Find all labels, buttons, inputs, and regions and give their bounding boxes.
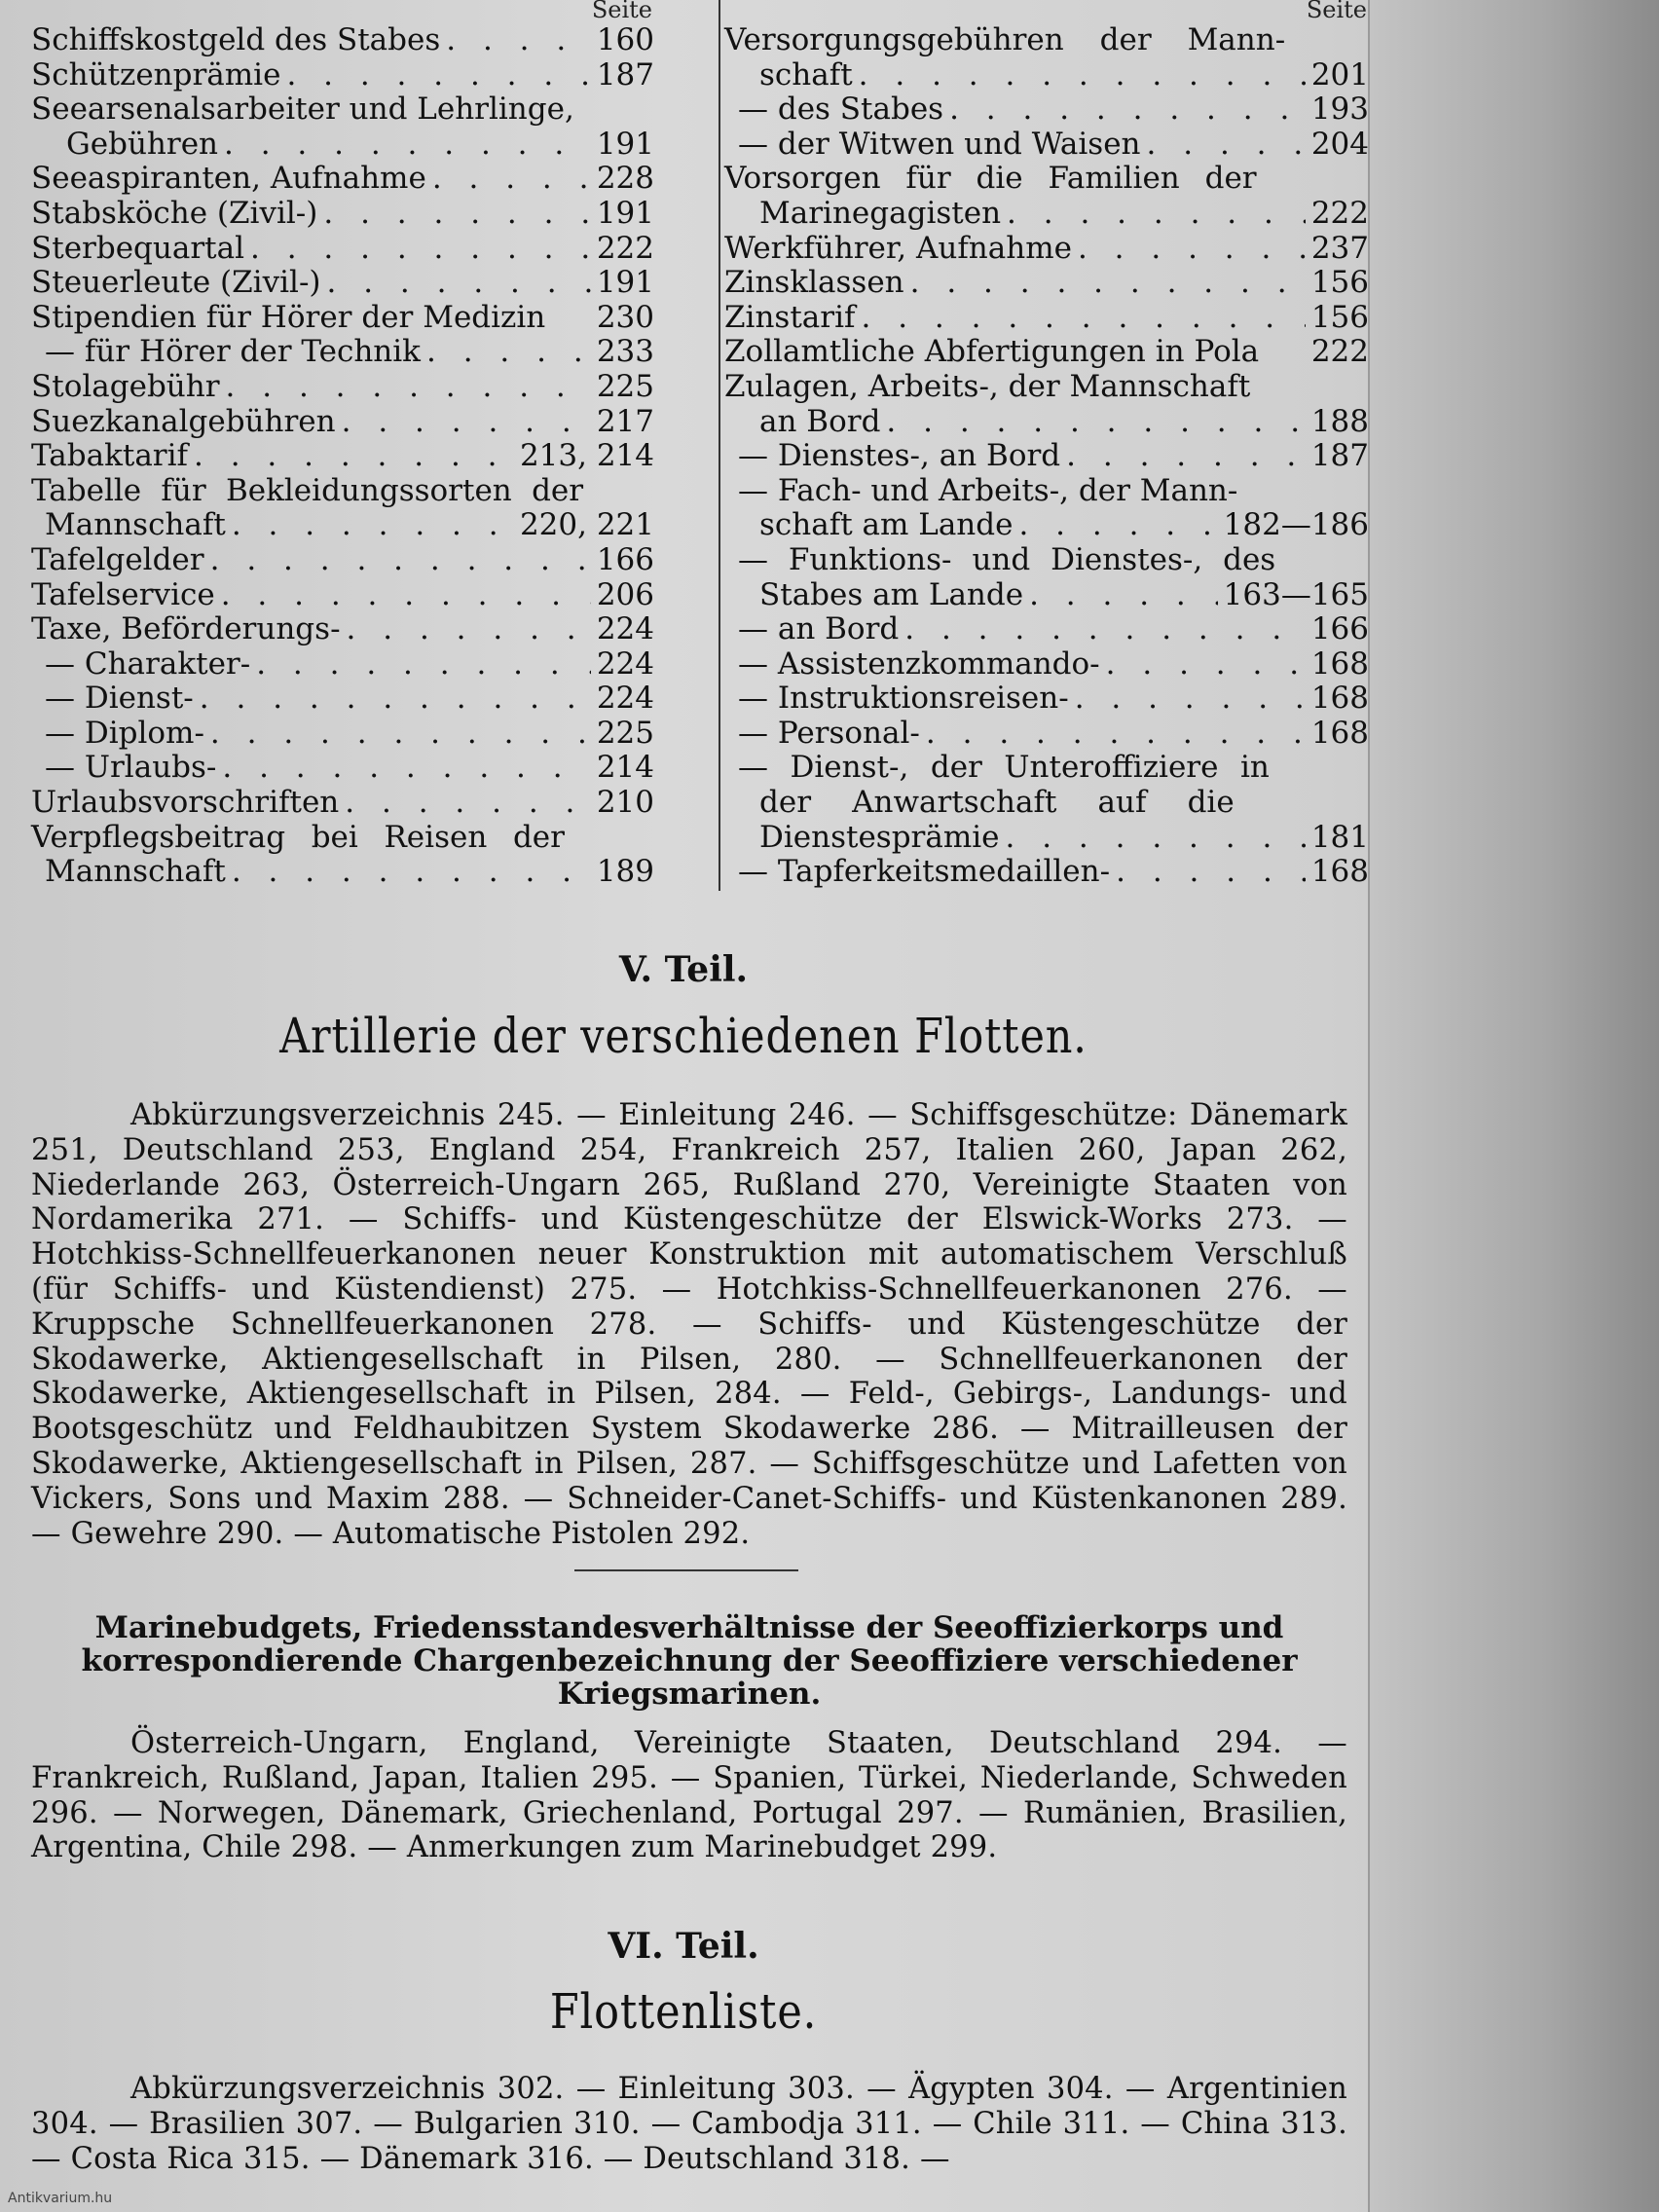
right-entry	[724, 128, 1369, 163]
index-right-column	[724, 0, 1369, 890]
entry-text: — Instruktionsreisen-	[738, 681, 1069, 717]
entry-text: Mannschaft	[45, 507, 226, 543]
entry-text: Zollamtliche Abfertigungen in Pola	[724, 334, 1260, 370]
entry-text: — des Stabes	[738, 92, 944, 128]
right-entry	[724, 717, 1369, 752]
left-entry	[31, 301, 654, 336]
right-entry	[724, 578, 1369, 613]
left-entry	[31, 855, 654, 890]
entry-page: 168	[1310, 715, 1369, 751]
entry-page: 222	[596, 230, 654, 266]
entry-page: 191	[596, 265, 654, 301]
entry-text: Schiffskostgeld des Stabes	[31, 22, 441, 57]
entry-text: Gebühren	[66, 126, 219, 162]
dot-leader	[327, 266, 591, 301]
budget-heading: Marinebudgets, Friedensstandesverhältnisse der Seeoffizierkorps und korrespondierende Chargenbezeichnung der Seeoffiziere verschiedener Kriegsmarinen.	[81, 1610, 1298, 1712]
dot-leader	[861, 301, 1305, 336]
dot-leader	[1106, 647, 1306, 682]
left-entry	[31, 612, 654, 647]
right-entry	[724, 647, 1369, 682]
right-entry	[724, 301, 1369, 336]
entry-text: — Tapferkeitsmedaillen-	[738, 854, 1111, 890]
word: Tabelle	[31, 472, 142, 508]
left-entry	[31, 370, 654, 405]
entry-text: Zinsklassen	[724, 265, 904, 301]
dot-leader	[226, 370, 591, 405]
right-entry	[724, 786, 1369, 821]
entry-text	[759, 786, 1235, 821]
word: Anwartschaft	[852, 785, 1057, 821]
word: Vorsorgen	[724, 161, 881, 197]
entry-page: 217	[596, 403, 654, 439]
dot-leader	[256, 647, 591, 682]
left-entry	[31, 266, 654, 301]
left-entry	[31, 232, 654, 267]
word: Unteroffiziere	[1004, 750, 1219, 786]
dot-leader	[345, 786, 591, 821]
dot-leader	[1147, 128, 1306, 163]
entry-page: 228	[596, 161, 654, 197]
word: bei	[311, 819, 358, 855]
entry-text: — Diplom-	[45, 715, 204, 751]
dot-leader	[1075, 682, 1306, 717]
left-entry	[31, 23, 654, 58]
entry-text	[31, 821, 565, 856]
entry-text: — Dienstes-, an Bord	[738, 438, 1061, 474]
entry-text: Stabsköche (Zivil-)	[31, 195, 318, 231]
word: auf	[1097, 785, 1147, 821]
entry-page: 156	[1310, 265, 1369, 301]
index-left-column	[31, 0, 654, 890]
left-entry	[31, 647, 654, 682]
entry-page: 222	[1310, 195, 1369, 231]
left-entry	[31, 92, 654, 128]
word: des	[1223, 541, 1276, 577]
left-entry	[31, 335, 654, 370]
word: Funktions-	[788, 541, 952, 577]
watermark: Antikvarium.hu	[8, 2191, 113, 2206]
dot-leader	[232, 855, 591, 890]
word: Verpflegsbeitrag	[31, 819, 286, 855]
entry-text: — Charakter-	[45, 645, 251, 682]
right-entry	[724, 92, 1369, 128]
index-section	[31, 0, 1369, 901]
word: —	[738, 541, 768, 577]
part6-paragraph: Abkürzungsverzeichnis 302. — Einleitung 303. — Ägypten 304. — Argentinien 304. — Brasilien 307. — Bulgarien 310. — Cambodja 311. — Chile 311. — China 313. — Costa Rica 315. — Dänemark 316. — Deutschland 318. —	[31, 2072, 1347, 2176]
budget-paragraph: Österreich-Ungarn, England, Vereinigte Staaten, Deutschland 294. — Frankreich, Rußland, Japan, Italien 295. — Spanien, Türkei, Niederlande, Schweden 296. — Norwegen, Dänemark, Griechenland, Portugal 297. — Rumänien, Brasilien, Argentina, Chile 298. — Anmerkungen zum Marinebudget 299.	[31, 1726, 1347, 1865]
entry-text: — Assistenzkommando-	[738, 645, 1100, 682]
dot-leader	[221, 578, 591, 613]
dot-leader	[432, 162, 591, 197]
word: der	[512, 819, 565, 855]
word: der	[1099, 22, 1152, 57]
dot-leader	[347, 612, 591, 647]
entry-text	[738, 751, 1270, 786]
word: für	[161, 472, 206, 508]
entry-page: 191	[596, 195, 654, 231]
part6-title: Flottenliste.	[549, 1983, 818, 2040]
right-entry	[724, 162, 1369, 197]
dot-leader	[200, 682, 591, 717]
right-entry	[724, 370, 1369, 405]
entry-page: 213, 214	[519, 438, 654, 474]
word: Dienst-,	[790, 750, 909, 786]
entry-text	[31, 474, 583, 509]
entry-text: Stabes am Lande	[759, 576, 1024, 612]
dot-leader	[859, 58, 1306, 93]
seite-label-left: Seite	[591, 0, 652, 23]
entry-text: Werkführer, Aufnahme	[724, 230, 1072, 266]
entry-page: 182—186	[1223, 507, 1369, 543]
entry-page: 224	[596, 611, 654, 647]
entry-text	[724, 23, 1285, 58]
entry-text: Marinegagisten	[759, 195, 1002, 231]
right-entry	[724, 751, 1369, 786]
right-entry	[724, 612, 1369, 647]
dot-leader	[1078, 232, 1306, 267]
entry-page: 191	[596, 126, 654, 162]
entry-page: 187	[1310, 438, 1369, 474]
entry-page: 188	[1310, 403, 1369, 439]
part5-heading: V. Teil.	[618, 949, 749, 990]
left-entry	[31, 717, 654, 752]
entry-page: 160	[596, 22, 654, 57]
dot-leader	[194, 439, 514, 474]
seite-label-right: Seite	[1306, 0, 1367, 23]
entry-text: an Bord	[759, 403, 881, 439]
entry-page: 181	[1310, 819, 1369, 855]
entry-page: 166	[596, 541, 654, 577]
dot-leader	[224, 128, 591, 163]
entry-page: 237	[1310, 230, 1369, 266]
word: Reisen	[384, 819, 488, 855]
right-entry	[724, 474, 1369, 509]
right-entry	[724, 58, 1369, 93]
entry-text: — der Witwen und Waisen	[738, 126, 1141, 162]
word: Dienstes-,	[1051, 541, 1203, 577]
dot-leader	[232, 508, 514, 543]
index-left-list	[31, 23, 654, 890]
page-edge	[1368, 0, 1659, 2212]
entry-page: 220, 221	[519, 507, 654, 543]
dot-leader	[1006, 821, 1306, 856]
entry-text: Tafelservice	[31, 576, 215, 612]
index-right-list	[724, 23, 1369, 890]
right-entry	[724, 266, 1369, 301]
right-entry	[724, 197, 1369, 232]
entry-page: 214	[596, 750, 654, 786]
entry-page: 224	[596, 681, 654, 717]
left-entry	[31, 578, 654, 613]
entry-text: Zinstarif	[724, 299, 856, 335]
entry-text: — Personal-	[738, 715, 920, 751]
entry-text: Steuerleute (Zivil-)	[31, 265, 321, 301]
word: der	[532, 472, 584, 508]
right-entry	[724, 682, 1369, 717]
word: —	[738, 750, 768, 786]
entry-text: Tafelgelder	[31, 541, 204, 577]
right-entry	[724, 23, 1369, 58]
entry-text: Dienstesprämie	[759, 819, 1000, 855]
entry-page: 225	[596, 715, 654, 751]
dot-leader	[926, 717, 1306, 752]
entry-text: Suezkanalgebühren	[31, 403, 336, 439]
left-entry	[31, 162, 654, 197]
dot-leader	[1116, 855, 1306, 890]
dot-leader	[1066, 439, 1306, 474]
word: Mann-	[1187, 22, 1286, 57]
entry-page: 168	[1310, 681, 1369, 717]
word: Versorgungsgebühren	[724, 22, 1064, 57]
word: Familien	[1048, 161, 1180, 197]
entry-text: — Dienst-	[45, 681, 194, 717]
left-entry	[31, 474, 654, 509]
entry-text: Urlaubsvorschriften	[31, 785, 340, 821]
word: der	[1204, 161, 1257, 197]
entry-page: 166	[1310, 611, 1369, 647]
section-rule	[574, 1569, 798, 1571]
entry-page: 225	[596, 368, 654, 404]
dot-leader	[342, 405, 591, 440]
right-entry	[724, 543, 1369, 578]
word: die	[976, 161, 1023, 197]
left-entry	[31, 543, 654, 578]
part6-heading: VI. Teil.	[608, 1926, 759, 1967]
word: der	[759, 785, 812, 821]
right-entry	[724, 232, 1369, 267]
entry-page: 163—165	[1223, 576, 1369, 612]
entry-text: Stipendien für Hörer der Medizin	[31, 299, 546, 335]
entry-text: Mannschaft	[45, 854, 226, 890]
entry-page: 230	[596, 299, 654, 335]
entry-text: — für Hörer der Technik	[45, 334, 421, 370]
dot-leader	[222, 751, 590, 786]
left-entry	[31, 405, 654, 440]
left-entry	[31, 786, 654, 821]
right-entry	[724, 405, 1369, 440]
dot-leader	[1007, 197, 1306, 232]
word: in	[1240, 750, 1270, 786]
right-entry	[724, 335, 1369, 370]
left-entry	[31, 128, 654, 163]
entry-text: Sterbequartal	[31, 230, 245, 266]
right-entry	[724, 439, 1369, 474]
part5-paragraph: Abkürzungsverzeichnis 245. — Einleitung 246. — Schiffsgeschütze: Dänemark 251, Deutschland 253, England 254, Frankreich 257, Italien 260, Japan 262, Niederlande 263, Österreich-Ungarn 265, Rußland 270, Vereinigte Staaten von Nordamerika 271. — Schiffs- und Küstengeschütze der Elswick-Works 273. — Hotchkiss-Schnellfeuerkanonen neuer Konstruktion mit automatischem Verschluß (für Schiffs- und Küstendienst) 275. — Hotchkiss-Schnellfeuerkanonen 276. — Kruppsche Schnellfeuerkanonen 278. — Schiffs- und Küstengeschütze der Skodawerke, Aktiengesellschaft in Pilsen, 280. — Schnellfeuerkanonen der Skodawerke, Aktiengesellschaft in Pilsen, 284. — Feld-, Gebirgs-, Landungs- und Bootsgeschütz und Feldhaubitzen System Skodawerke 286. — Mitrailleusen der Skodawerke, Aktiengesellschaft in Pilsen, 287. — Schiffsgeschütze und Lafetten von Vickers, Sons und Maxim 288. — Schneider-Canet-Schiffs- und Küstenkanonen 289. — Gewehre 290. — Automatische Pistolen 292.	[31, 1098, 1347, 1551]
entry-page: 233	[596, 334, 654, 370]
entry-page: 168	[1310, 645, 1369, 682]
word: Bekleidungssorten	[225, 472, 512, 508]
right-entry	[724, 821, 1369, 856]
entry-page: 187	[596, 56, 654, 92]
word: für	[905, 161, 951, 197]
left-entry	[31, 821, 654, 856]
left-entry	[31, 58, 654, 93]
entry-page: 206	[596, 576, 654, 612]
column-divider	[719, 0, 720, 891]
dot-leader	[286, 58, 590, 93]
dot-leader	[1029, 578, 1218, 613]
word: und	[972, 541, 1031, 577]
entry-text: schaft am Lande	[759, 507, 1014, 543]
right-entry	[724, 508, 1369, 543]
left-entry	[31, 508, 654, 543]
entry-page: 193	[1310, 92, 1369, 128]
word: die	[1187, 785, 1235, 821]
entry-page: 189	[596, 854, 654, 890]
entry-page: 222	[1310, 334, 1369, 370]
dot-leader	[910, 266, 1306, 301]
entry-text: schaft	[759, 56, 853, 92]
entry-text: — an Bord	[738, 611, 900, 647]
dot-leader	[210, 543, 591, 578]
left-entry	[31, 751, 654, 786]
entry-page: 168	[1310, 854, 1369, 890]
dot-leader	[886, 405, 1305, 440]
word: der	[930, 750, 982, 786]
left-entry	[31, 197, 654, 232]
entry-page: 224	[596, 645, 654, 682]
entry-text: Tabaktarif	[31, 438, 189, 474]
right-entry	[724, 855, 1369, 890]
dot-leader	[426, 335, 591, 370]
entry-text: Seeaspiranten, Aufnahme	[31, 161, 426, 197]
entry-text: Zulagen, Arbeits-, der Mannschaft	[724, 368, 1251, 404]
dot-leader	[323, 197, 590, 232]
entry-page: 204	[1310, 126, 1369, 162]
entry-text: Seearsenalsarbeiter und Lehrlinge,	[31, 92, 574, 128]
entry-page: 210	[596, 785, 654, 821]
entry-text	[738, 543, 1275, 578]
entry-text: — Urlaubs-	[45, 750, 217, 786]
entry-text: Taxe, Beförderungs-	[31, 611, 341, 647]
dot-leader	[446, 23, 591, 58]
entry-page: 156	[1310, 299, 1369, 335]
dot-leader	[1018, 508, 1217, 543]
dot-leader	[210, 717, 591, 752]
entry-page: 201	[1310, 56, 1369, 92]
entry-text: Stolagebühr	[31, 368, 220, 404]
entry-text: — Fach- und Arbeits-, der Mann-	[738, 472, 1238, 508]
entry-text: Schützenprämie	[31, 56, 281, 92]
left-entry	[31, 682, 654, 717]
left-entry	[31, 439, 654, 474]
dot-leader	[250, 232, 591, 267]
dot-leader	[904, 612, 1306, 647]
dot-leader	[949, 92, 1306, 128]
entry-text	[724, 162, 1257, 197]
part5-title: Artillerie der verschiedenen Flotten.	[279, 1008, 1088, 1064]
